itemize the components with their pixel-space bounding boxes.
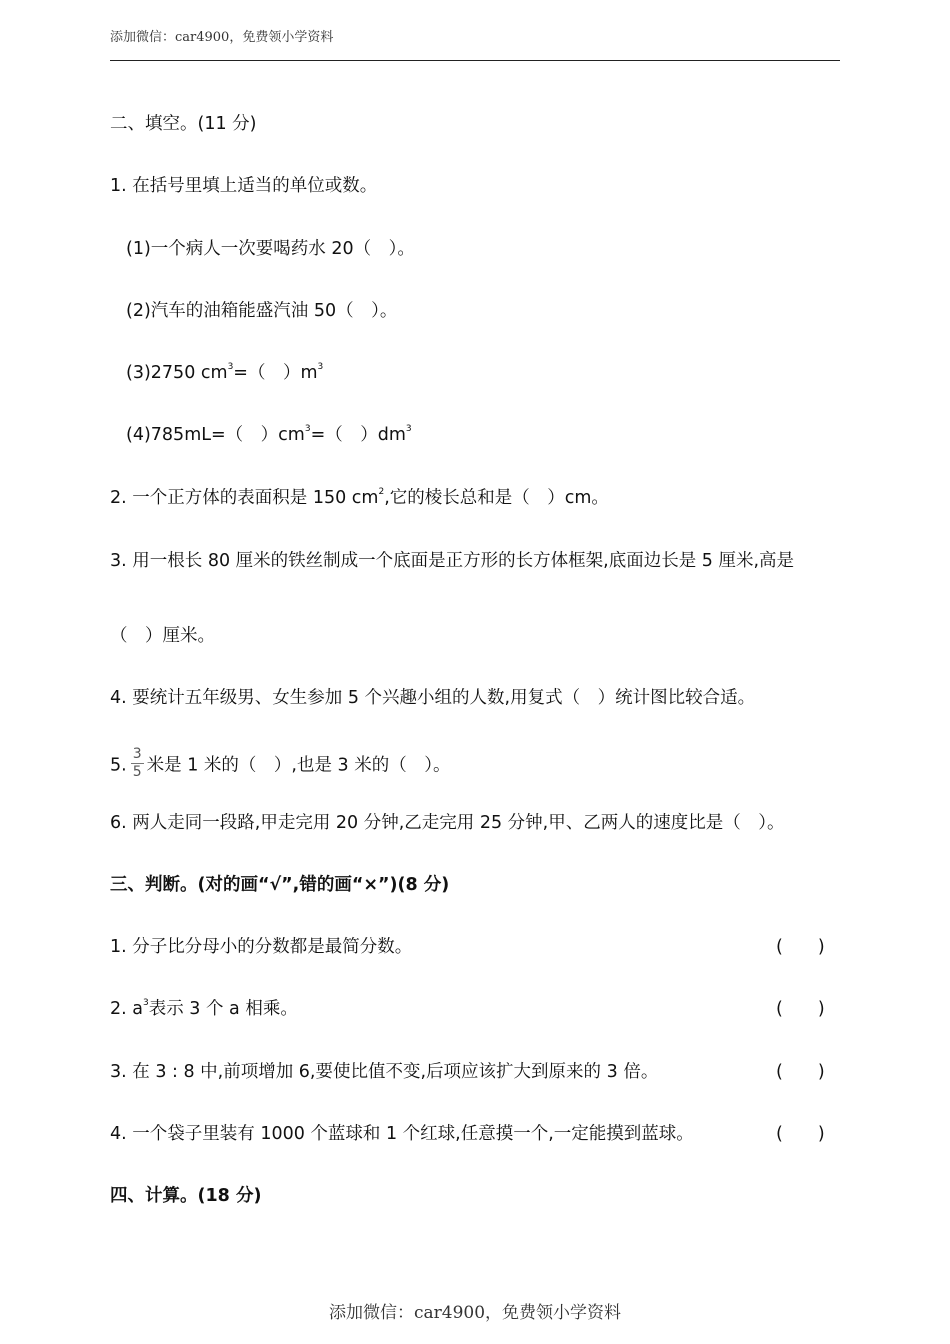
exponent: 3 — [405, 424, 412, 434]
answer-blank-3-1[interactable]: ( ) — [776, 937, 825, 957]
q2-part-a: 2. 一个正方体的表面积是 150 cm — [110, 488, 379, 508]
section-3-title: 三、判断。(对的画“√”,错的画“×”)(8 分) — [110, 875, 450, 895]
question-2-1-sub-3 — [126, 361, 323, 385]
answer-blank-3-2[interactable]: ( ) — [776, 999, 825, 1019]
fraction-numerator: 3 — [132, 746, 142, 762]
header-divider — [110, 60, 840, 61]
fraction-denominator: 5 — [132, 764, 142, 780]
question-2-6: 6. 两人走同一段路,甲走完用 20 分钟,乙走完用 25 分钟,甲、乙两人的速度比是（ ）。 — [110, 813, 785, 833]
question-2-3-line-2: （ ）厘米。 — [110, 626, 215, 646]
sub-4-part-a: (4)785mL=（ ）cm — [126, 425, 305, 445]
question-2-1-sub-4 — [126, 423, 412, 447]
q2-part-b: ,它的棱长总和是（ ）cm。 — [384, 488, 609, 508]
sub-3-part-a: (3)2750 cm — [126, 363, 228, 383]
q5-rest: 米是 1 米的（ ）,也是 3 米的（ ）。 — [146, 755, 451, 776]
answer-blank-3-4[interactable]: ( ) — [776, 1124, 825, 1144]
section-4-title: 四、计算。(18 分) — [110, 1186, 262, 1206]
question-2-3-line-1: 3. 用一根长 80 厘米的铁丝制成一个底面是正方形的长方体框架,底面边长是 5 厘米,高是 — [110, 551, 795, 571]
question-2-5 — [110, 748, 450, 783]
exponent: 3 — [142, 998, 149, 1008]
exponent: 3 — [317, 362, 324, 372]
question-3-2 — [110, 997, 298, 1021]
question-2-2 — [110, 486, 609, 510]
question-3-4: 4. 一个袋子里装有 1000 个蓝球和 1 个红球,任意摸一个,一定能摸到蓝球。 — [110, 1124, 694, 1144]
question-2-4: 4. 要统计五年级男、女生参加 5 个兴趣小组的人数,用复式（ ）统计图比较合适。 — [110, 688, 756, 708]
section-2-title: 二、填空。(11 分) — [110, 114, 257, 134]
sub-3-part-b: =（ ）m — [233, 363, 318, 383]
question-2-1: 1. 在括号里填上适当的单位或数。 — [110, 176, 378, 196]
exponent: 2 — [378, 487, 385, 497]
exponent: 3 — [304, 424, 311, 434]
exponent: 3 — [227, 362, 234, 372]
q5-prefix: 5. — [110, 755, 127, 776]
question-3-3: 3. 在 3 : 8 中,前项增加 6,要使比值不变,后项应该扩大到原来的 3 倍。 — [110, 1062, 659, 1082]
q3-2-part-a: 2. a — [110, 999, 143, 1019]
q3-2-part-b: 表示 3 个 a 相乘。 — [148, 999, 298, 1019]
header-watermark: 添加微信：car4900，免费领小学资料 — [110, 30, 334, 45]
answer-blank-3-3[interactable]: ( ) — [776, 1062, 825, 1082]
question-2-1-sub-1: (1)一个病人一次要喝药水 20（ ）。 — [126, 239, 415, 259]
footer-watermark: 添加微信：car4900，免费领小学资料 — [328, 1303, 622, 1323]
sub-4-part-b: =（ ）dm — [310, 425, 406, 445]
question-3-1: 1. 分子比分母小的分数都是最简分数。 — [110, 937, 413, 957]
question-2-1-sub-2: (2)汽车的油箱能盛汽油 50（ ）。 — [126, 301, 398, 321]
fraction — [131, 746, 144, 781]
